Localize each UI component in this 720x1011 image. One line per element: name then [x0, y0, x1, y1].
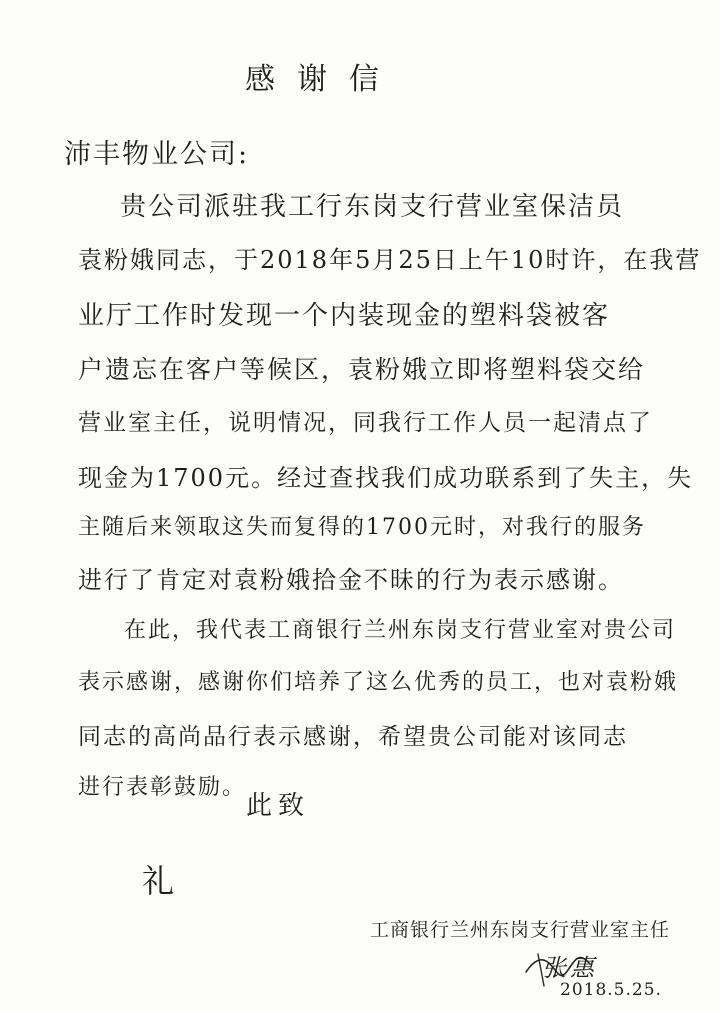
- body-line-6: 现金为1700元。经过查找我们成功联系到了失主，失: [78, 464, 694, 492]
- closing-phrase: 此致: [246, 791, 311, 821]
- body-line-2: 袁粉娥同志，于2018年5月25日上午10时许，在我营: [78, 246, 702, 274]
- signature-name: 张惠: [542, 954, 598, 982]
- body-line-10: 表示感谢，感谢你们培养了这么优秀的员工，也对袁粉娥: [78, 670, 679, 695]
- body-line-12: 进行表彰鼓励。: [78, 775, 247, 800]
- signature-date: 2018.5.25.: [560, 980, 662, 1000]
- body-line-4: 户遗忘在客户等候区，袁粉娥立即将塑料袋交给: [78, 355, 646, 384]
- body-line-11: 同志的高尚品行表示感谢，希望贵公司能对该同志: [78, 724, 628, 750]
- body-line-7: 主随后来领取这失而复得的1700元时，对我行的服务: [78, 515, 646, 540]
- signature-organization: 工商银行兰州东岗支行营业室主任: [370, 919, 671, 941]
- body-line-9: 在此，我代表工商银行兰州东岗支行营业室对贵公司: [124, 618, 677, 643]
- letter-salutation: 沛丰物业公司:: [64, 139, 250, 170]
- body-line-5: 营业室主任，说明情况，同我行工作人员一起清点了: [78, 410, 653, 436]
- body-line-3: 业厅工作时发现一个内装现金的塑料袋被客: [78, 301, 611, 331]
- letter-title: 感谢信: [245, 62, 401, 97]
- closing-salute: 礼: [142, 862, 177, 900]
- body-line-1: 贵公司派驻我工行东岗支行营业室保洁员: [120, 192, 625, 222]
- body-line-8: 进行了肯定对袁粉娥拾金不昧的行为表示感谢。: [78, 566, 624, 594]
